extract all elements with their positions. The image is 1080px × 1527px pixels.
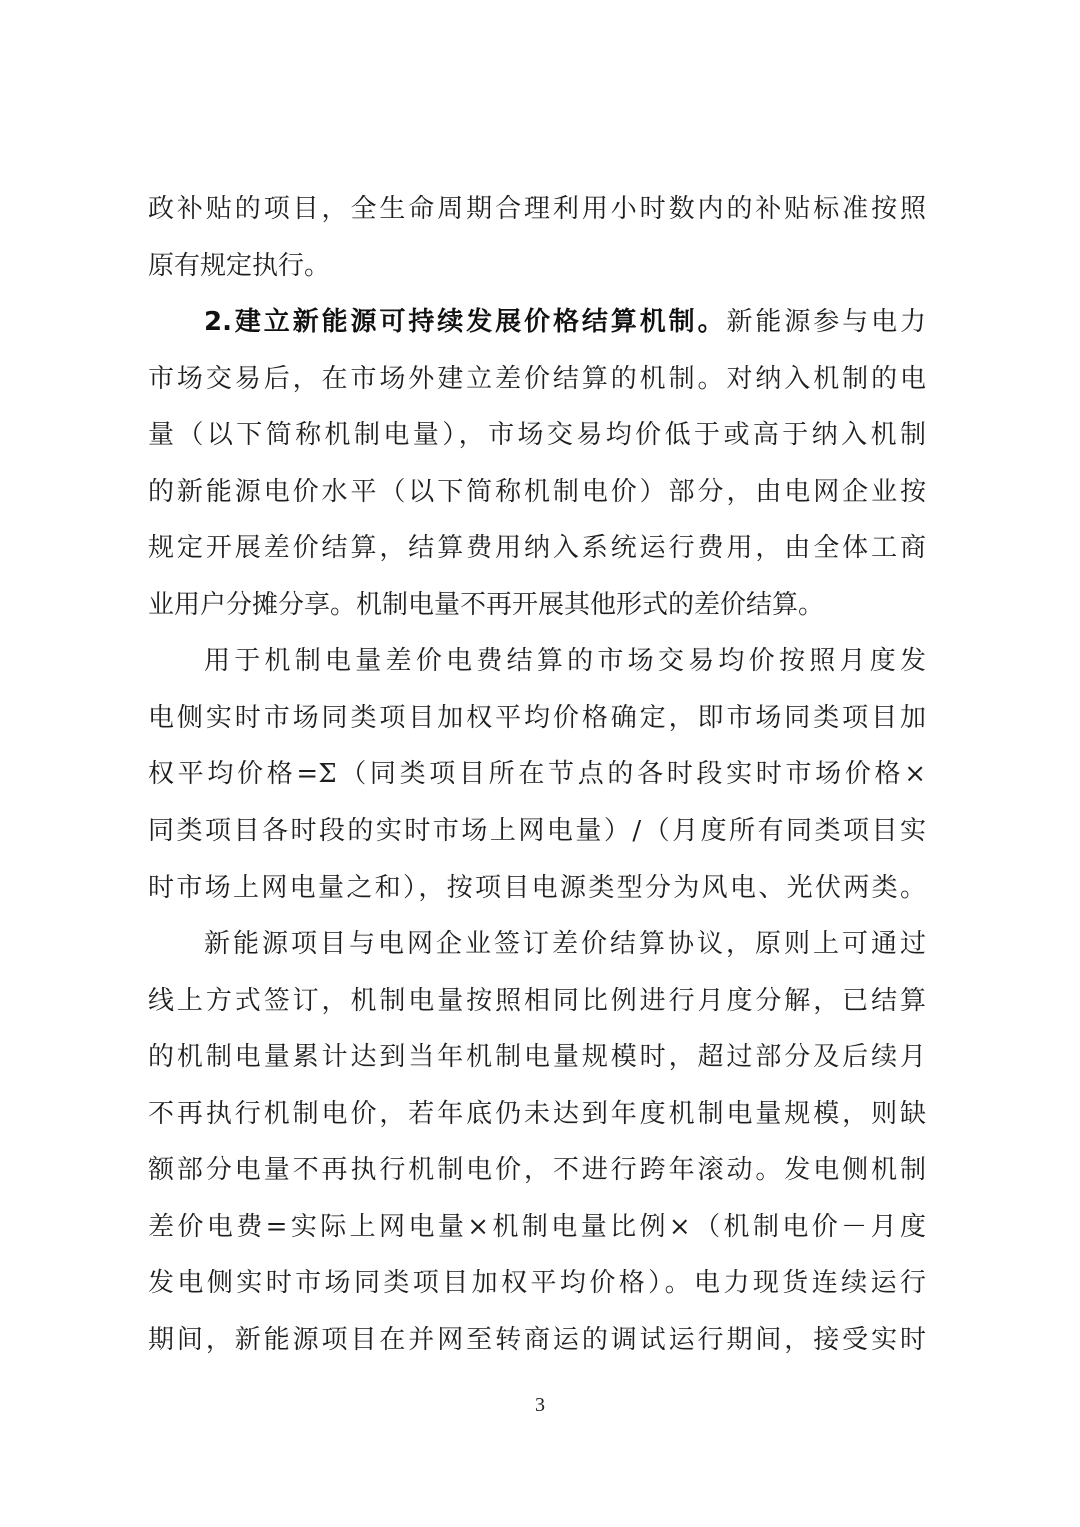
- paragraph-2-line-1: [148, 294, 926, 351]
- paragraph-4-line-2: 线上方式签订，机制电量按照相同比例进行月度分解，已结算: [148, 985, 926, 1016]
- paragraph-3-line-4: 同类项目各时段的实时市场上网电量）/（月度所有同类项目实: [148, 816, 926, 847]
- paragraph-4-line-1: 新能源项目与电网企业签订差价结算协议，原则上可通过: [204, 929, 926, 960]
- paragraph-2-line-1-text: 新能源参与电力: [726, 307, 926, 338]
- paragraph-4-line-4: 不再执行机制电价，若年底仍未达到年度机制电量规模，则缺: [148, 1098, 926, 1129]
- section-heading: 2.建立新能源可持续发展价格结算机制。: [204, 307, 727, 338]
- page-number: 3: [535, 1394, 545, 1416]
- paragraph-2-line-4: 的新能源电价水平（以下简称机制电价）部分，由电网企业按: [148, 476, 926, 507]
- paragraph-3-line-1: 用于机制电量差价电费结算的市场交易均价按照月度发: [204, 646, 926, 677]
- paragraph-2-line-3: 量（以下简称机制电量），市场交易均价低于或高于纳入机制: [148, 420, 926, 451]
- paragraph-2-line-2: 市场交易后，在市场外建立差价结算的机制。对纳入机制的电: [148, 363, 926, 394]
- paragraph-3-line-2: 电侧实时市场同类项目加权平均价格确定，即市场同类项目加: [148, 702, 926, 733]
- document-body: [148, 181, 926, 1368]
- paragraph-2-line-5: 规定开展差价结算，结算费用纳入系统运行费用，由全体工商: [148, 533, 926, 564]
- paragraph-4-line-8: 期间，新能源项目在并网至转商运的调试运行期间，接受实时: [148, 1324, 926, 1355]
- paragraph-4-line-6: 差价电费=实际上网电量×机制电量比例×（机制电价－月度: [148, 1211, 926, 1242]
- paragraph-4-line-5: 额部分电量不再执行机制电价，不进行跨年滚动。发电侧机制: [148, 1155, 926, 1186]
- paragraph-1-line-2: 原有规定执行。: [148, 250, 331, 281]
- paragraph-1-line-1: 政补贴的项目，全生命周期合理利用小时数内的补贴标准按照: [148, 194, 926, 224]
- paragraph-2-line-6: 业用户分摊分享。机制电量不再开展其他形式的差价结算。: [148, 589, 825, 620]
- paragraph-3-line-3: 权平均价格=Σ（同类项目所在节点的各时段实时市场价格×: [148, 759, 926, 790]
- paragraph-4-line-3: 的机制电量累计达到当年机制电量规模时，超过部分及后续月: [148, 1042, 926, 1073]
- paragraph-3-line-5: 时市场上网电量之和），按项目电源类型分为风电、光伏两类。: [148, 872, 926, 903]
- paragraph-4-line-7: 发电侧实时市场同类项目加权平均价格）。电力现货连续运行: [148, 1268, 926, 1299]
